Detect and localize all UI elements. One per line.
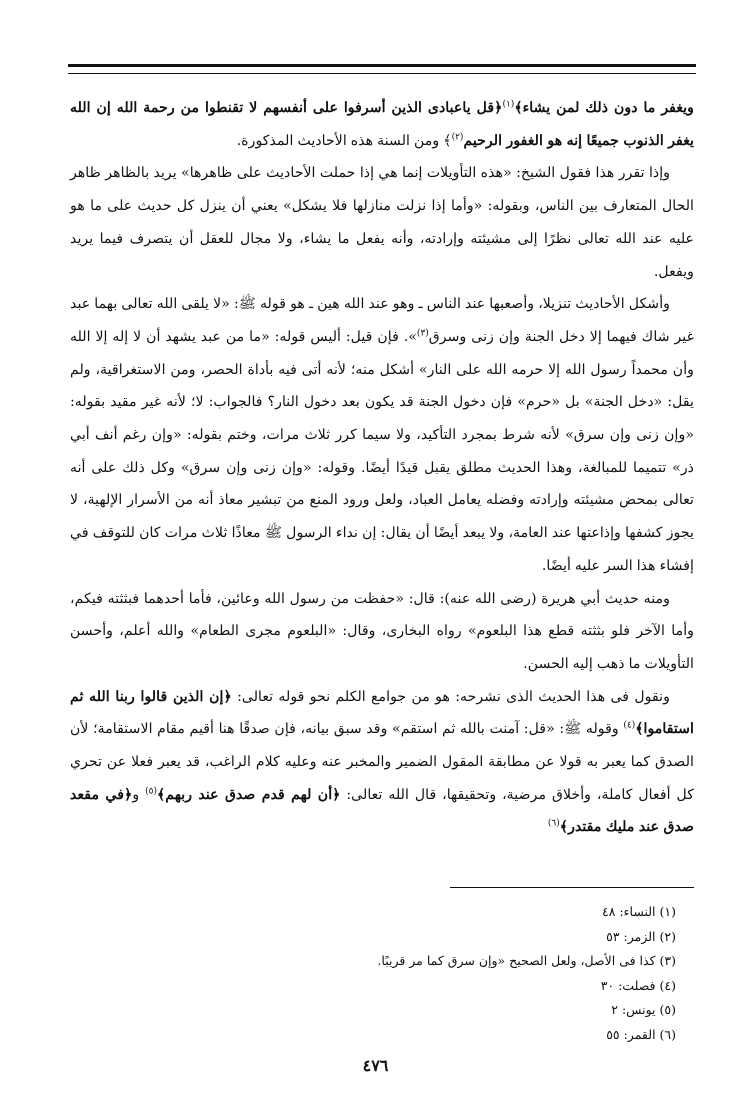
text-run: ﴾ ومن السنة هذه الأحاديث المذكورة.	[236, 132, 452, 149]
text-run: وإذا تقرر هذا فقول الشيخ: «هذه التأويلات إنما هي إذا حملت الأحاديث على ظاهرها» يريد بالظاهر ظاهر الحال المتعارف بين الناس، وبقوله: «وأما إذا نزلت منازلها فلا يشكل» يعني أن ينزل كل حديث على ما هو عليه عند الله تعالى نظرًا إلى مشيئته وإرادته، وأنه يفعل ما يشاء، ولا مجال للعقل أن يتصرف فيما يريد ويفعل.	[70, 165, 694, 280]
footnote-ref: (٣)	[416, 328, 429, 339]
page-number: ٤٧٦	[362, 1056, 389, 1075]
footnote-separator	[450, 887, 694, 888]
text-run: ونقول فى هذا الحديث الذى نشرحه: هو من جوامع الكلم نحو قوله تعالى:	[231, 688, 670, 705]
footnote-6: (٦) القمر: ٥٥	[606, 1026, 676, 1042]
footnote-2: (٢) الزمر: ٥٣	[606, 928, 676, 944]
footnote-ref: (٥)	[145, 786, 157, 797]
text-run: وقوله ﷺ: «قل: آمنت بالله ثم استقم» وقد سبق بيانه، فإن صدقًا هنا أقيم مقام الاستقامة؛ لأن الصدق كما يعبر به قولا عن مطابقة المقول الضمير والمخبر عنه وعليه كلام الراغب، قد يعبر فعلا عن تحري كل أفعال كاملة، وأخلاق مرضية، وتحقيقها، قال الله تعالى:	[70, 721, 694, 803]
paragraph-1	[70, 92, 694, 157]
text-run: و	[132, 786, 146, 803]
footnote-ref: (٤)	[623, 720, 636, 731]
quran-quote: ﴿قل ياعبادى الذين أسرفوا على أنفسهم لا تقنطوا من رحمة الله إن الله يغفر الذنوب جميعًا إنه هو الغفور الرحيم	[70, 100, 694, 149]
text-run: ومنه حديث أبي هريرة (رضى الله عنه): قال: «حفظت من رسول الله وعائين، فأما أحدهما فبثثته فيكم، وأما الآخر فلو بثثته قطع هذا البلعوم» رواه البخارى، وقال: «البلعوم مجرى الطعام» والله أعلم، وأحسن التأويلات ما ذهب إليه الحسن.	[70, 590, 694, 672]
quran-quote: ﴿إن الذين قالوا ربنا الله ثم استقاموا﴾	[70, 688, 694, 738]
text-run: وأشكل الأحاديث تنزيلا، وأصعبها عند الناس ـ وهو عند الله هين ـ هو قوله ﷺ: «لا يلقى الله تعالى بهما عبد غير شاك فيهما إلا دخل الجنة وإن زنى وسرق	[70, 296, 694, 345]
footnote-3: (٣) كذا فى الأصل، ولعل الصحيح «وإن سرق كما مر قريبًا.	[377, 953, 676, 968]
quran-quote: ﴿في مقعد صدق عند مليك مقتدر﴾	[70, 786, 694, 836]
header-rule-thick	[68, 64, 696, 67]
footnote-ref: (١)	[502, 99, 515, 110]
footnotes	[300, 900, 676, 1047]
footnote-1: (١) النساء: ٤٨	[602, 904, 676, 919]
text-run: ». فإن قيل: أليس قوله: «ما من عبد يشهد أن لا إله إلا الله وأن محمداً رسول الله إلا حرمه الله على النار» أشكل منه؛ لأنه أتى فيه بأداة الحصر، ومن الاستغراقية، ولم يقل: «دخل الجنة» بل «حرم» فإن دخول الجنة قد يكون بعد دخول النار؟ فالجواب: لا؛ لأنه غير مقيد بقوله: «وإن زنى وإن سرق» لأنه شرط بمجرد التأكيد، ولا سيما كرر ثلاث مرات، وختم بقوله: «وإن رغم أنف أبي ذر» تتميما للمبالغة، وهذا الحديث مطلق يقبل قيدًا أيضًا. وقوله: «وإن زنى وإن سرق» وكل ذلك على أنه تعالى بمحض مشيئته وإرادته وفضله يعامل العباد، ولعل ورود المنع من تبشير معاذ أنه من الأسرار الإلهية، لا يجوز كشفها وإذاعتها عند العامة، ولا يبعد أيضًا أن يقال: إن نداء الرسول ﷺ معاذًا ثلاث مرات كان للتوقف في إفشاء هذا السر عليه أيضًا.	[70, 328, 694, 574]
footnote-5: (٥) يونس: ٢	[611, 1002, 676, 1017]
footnote-4: (٤) فصلت: ٣٠	[600, 977, 676, 993]
footnote-ref: (٢)	[451, 131, 464, 142]
paragraph-5	[70, 681, 694, 845]
footnote-ref: (٦)	[547, 818, 560, 829]
main-text	[70, 92, 694, 844]
paragraph-4	[70, 583, 694, 681]
quran-quote: ويغفر ما دون ذلك لمن يشاء﴾	[514, 100, 694, 116]
paragraph-3	[70, 288, 694, 582]
paragraph-2	[70, 157, 694, 288]
header-rule-thin	[68, 73, 696, 74]
quran-quote: ﴿أن لهم قدم صدق عند ربهم﴾	[156, 786, 341, 803]
